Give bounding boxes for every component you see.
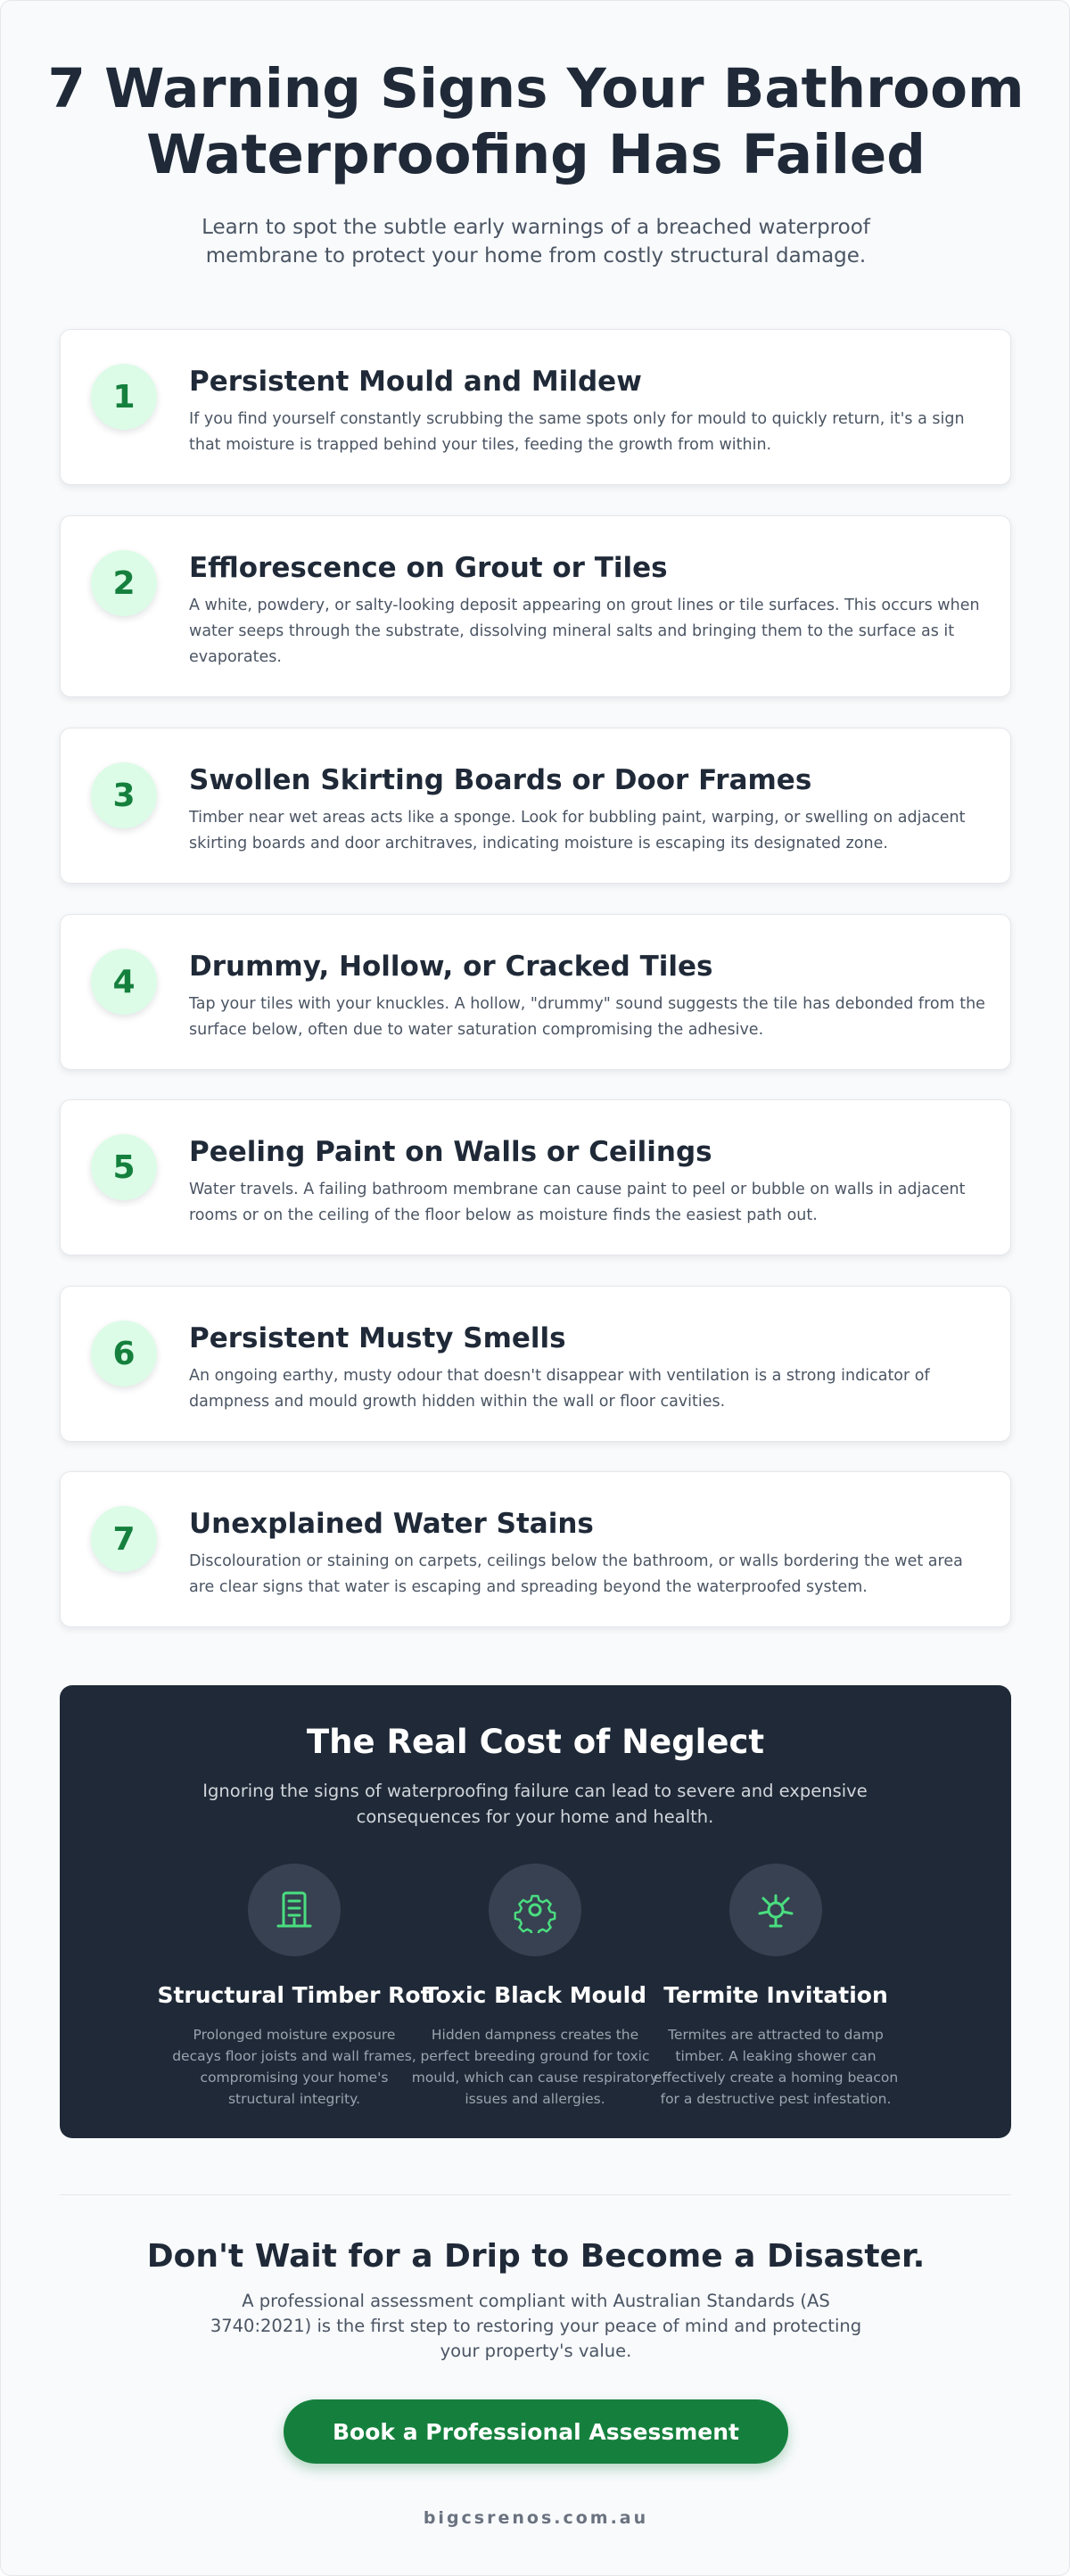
sign-card-2 — [60, 515, 1011, 697]
sign-number-badge: 2 — [91, 550, 157, 616]
sign-title: Unexplained Water Stains — [189, 1508, 594, 1540]
book-assessment-button[interactable]: Book a Professional Assessment — [284, 2399, 788, 2464]
section-divider — [60, 2194, 1011, 2195]
footer-domain: bigcsrenos.com.au — [423, 2508, 649, 2528]
sign-card-3 — [60, 728, 1011, 884]
cost-item-description: Hidden dampness creates the perfect breeding ground for toxic mould, which can cause respiratory issues and allergies. — [411, 2027, 659, 2107]
cost-title: The Real Cost of Neglect — [306, 1723, 765, 1761]
bug-icon — [729, 1864, 822, 1956]
cta-title: Don't Wait for a Drip to Become a Disaster. — [146, 2238, 926, 2275]
cost-item-description: Prolonged moisture exposure decays floor joists and wall frames, compromising your home's structural integrity. — [172, 2027, 416, 2107]
cost-subtitle: Ignoring the signs of waterproofing failure can lead to severe and expensive consequences for your home and health. — [202, 1781, 868, 1827]
gear-icon — [489, 1864, 581, 1956]
sign-title: Swollen Skirting Boards or Door Frames — [189, 764, 812, 796]
sign-description: Water travels. A failing bathroom membrane can cause paint to peel or bubble on walls in adjacent rooms or on the ceiling of the floor below as moisture finds the easiest path out. — [189, 1181, 966, 1224]
sign-number-badge: 6 — [91, 1321, 157, 1387]
cost-item-title: Structural Timber Rot — [157, 1982, 432, 2008]
sign-description: Timber near wet areas acts like a sponge. Look for bubbling paint, warping, or swelling on adjacent skirting boards and door architraves, indicating moisture is escaping its designated zone. — [189, 809, 966, 852]
page-title-line1: 7 Warning Signs Your Bathroom — [47, 57, 1025, 120]
sign-title: Efflorescence on Grout or Tiles — [189, 552, 668, 584]
sign-number-badge: 7 — [91, 1506, 157, 1572]
sign-card-7 — [60, 1471, 1011, 1627]
sign-number-badge: 5 — [91, 1134, 157, 1200]
cost-item-title: Termite Invitation — [663, 1982, 888, 2008]
sign-title: Persistent Musty Smells — [189, 1322, 566, 1354]
cost-item-termites — [633, 1864, 918, 2122]
sign-card-4 — [60, 914, 1011, 1070]
sign-number-badge: 4 — [91, 949, 157, 1015]
building-icon — [248, 1864, 341, 1956]
sign-description: A white, powdery, or salty-looking deposit appearing on grout lines or tile surfaces. This occurs when water seeps through the substrate, dissolving mineral salts and bringing them to the surface as it evaporates. — [189, 597, 980, 666]
sign-description: Tap your tiles with your knuckles. A hollow, "drummy" sound suggests the tile has debonded from the surface below, often due to water saturation compromising the adhesive. — [189, 995, 985, 1039]
cost-item-description: Termites are attracted to damp timber. A leaking shower can effectively create a homing beacon for a destructive pest infestation. — [653, 2027, 899, 2107]
sign-description: An ongoing earthy, musty odour that doesn't disappear with ventilation is a strong indicator of dampness and mould growth hidden within the wall or floor cavities. — [189, 1367, 930, 1411]
page-title-line2: Waterproofing Has Failed — [146, 123, 926, 186]
page-title — [1, 56, 1070, 188]
sign-title: Peeling Paint on Walls or Ceilings — [189, 1136, 712, 1168]
sign-title: Persistent Mould and Mildew — [189, 366, 642, 398]
sign-number-badge: 1 — [91, 364, 157, 430]
sign-description: If you find yourself constantly scrubbing the same spots only for mould to quickly return, it's a sign that moisture is trapped behind your tiles, feeding the growth from within. — [189, 410, 965, 454]
sign-card-1 — [60, 329, 1011, 485]
page-subtitle: Learn to spot the subtle early warnings of a breached waterproof membrane to protect your home from costly structural damage. — [202, 216, 870, 267]
cta-description: A professional assessment compliant with Australian Standards (AS 3740:2021) is the first step to restoring your peace of mind and protecting your property's value. — [210, 2291, 862, 2361]
sign-number-badge: 3 — [91, 762, 157, 828]
sign-card-5 — [60, 1099, 1011, 1255]
cost-of-neglect-panel — [60, 1685, 1011, 2138]
sign-card-6 — [60, 1286, 1011, 1442]
cost-item-title: Toxic Black Mould — [423, 1982, 647, 2008]
sign-description: Discolouration or staining on carpets, ceilings below the bathroom, or walls bordering the wet area are clear signs that water is escaping and spreading beyond the waterproofed system. — [189, 1552, 963, 1596]
sign-title: Drummy, Hollow, or Cracked Tiles — [189, 951, 713, 983]
